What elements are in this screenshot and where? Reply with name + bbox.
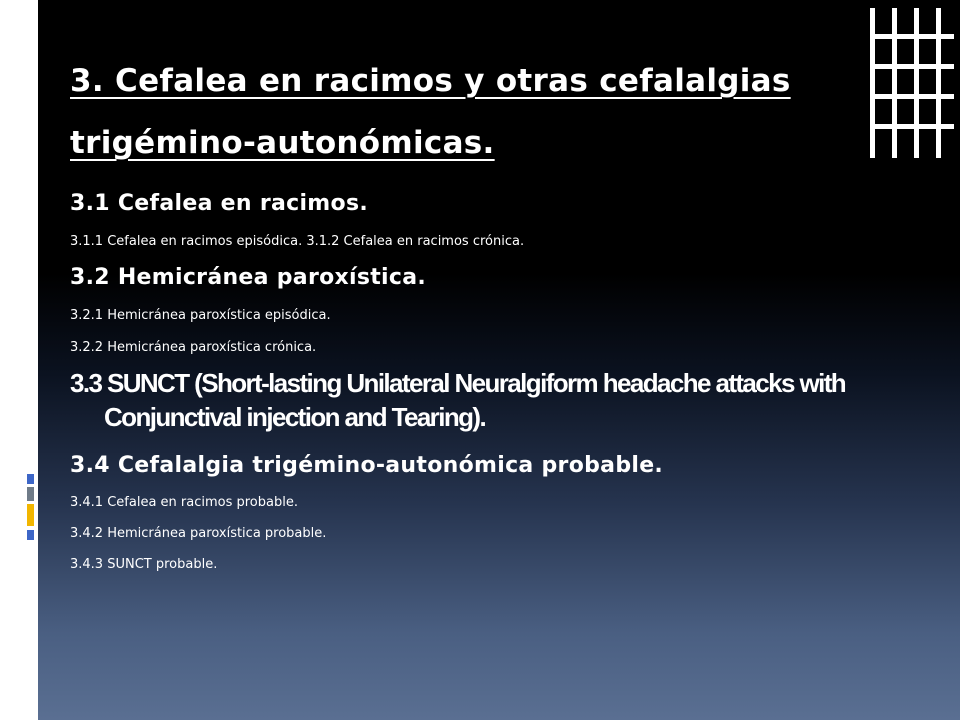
left-sidebar-bar	[0, 0, 38, 720]
corner-grid-line	[870, 34, 954, 39]
section-3-2-item: 3.2.1 Hemicránea paroxística episódica.	[70, 308, 331, 323]
decor-gold-block	[27, 504, 34, 526]
section-3-2-heading: 3.2 Hemicránea paroxística.	[70, 265, 427, 290]
decor-blue-block-top	[27, 474, 34, 484]
section-3-4-item: 3.4.1 Cefalea en racimos probable.	[70, 495, 298, 510]
section-3-2-item: 3.2.2 Hemicránea paroxística crónica.	[70, 340, 317, 355]
slide-title-line-2: trigémino-autonómicas.	[70, 125, 495, 161]
decor-gray-block	[27, 487, 34, 501]
slide-title-line-1: 3. Cefalea en racimos y otras cefalalgias	[70, 63, 791, 99]
section-3-4-heading: 3.4 Cefalalgia trigémino-autonómica probable.	[70, 453, 664, 478]
section-3-1-heading: 3.1 Cefalea en racimos.	[70, 191, 368, 216]
section-3-4-item: 3.4.3 SUNCT probable.	[70, 557, 218, 572]
decor-blue-block-bottom	[27, 530, 34, 540]
section-3-4-item: 3.4.2 Hemicránea paroxística probable.	[70, 526, 327, 541]
slide-content	[70, 52, 940, 574]
section-3-1-item: 3.1.1 Cefalea en racimos episódica. 3.1.2 Cefalea en racimos crónica.	[70, 234, 525, 249]
section-3-3-heading: 3.3 SUNCT (Short-lasting Unilateral Neuralgiform headache attacks with Conjunctival injection and Tearing).	[70, 368, 846, 432]
